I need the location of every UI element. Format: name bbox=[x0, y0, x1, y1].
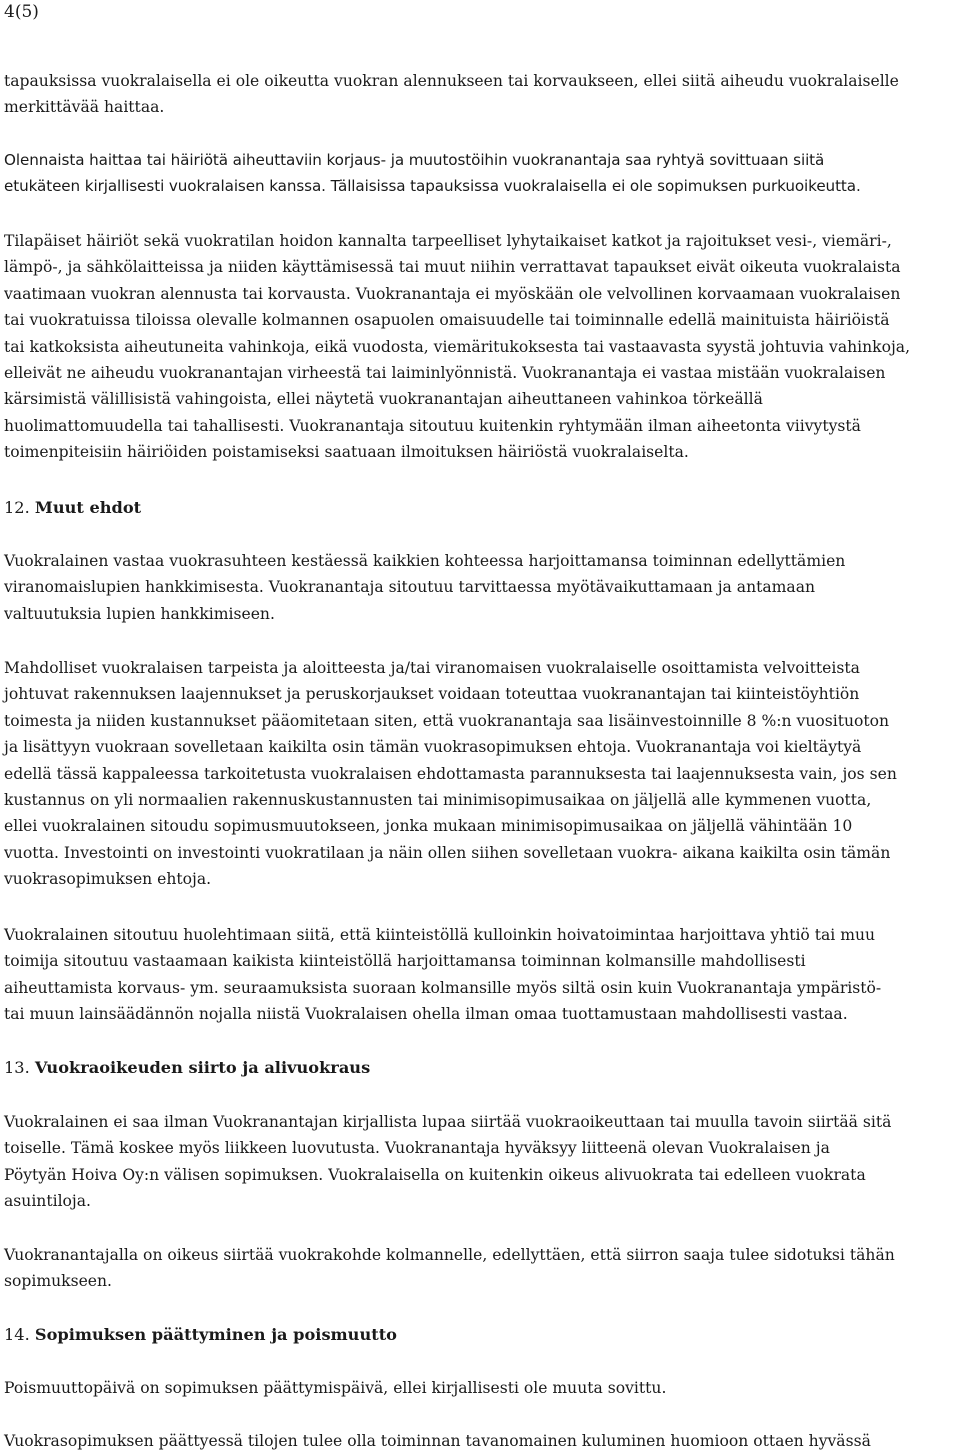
text-line: valtuutuksia lupien hankkimiseen. bbox=[4, 604, 275, 623]
section-heading-14 bbox=[4, 1322, 397, 1348]
text-line: Olennaista haittaa tai häiriötä aiheuttaviin korjaus- ja muutostöihin vuokranantaja saa ryhtyä sovittuaan siitä bbox=[4, 151, 825, 169]
text-line: kustannus on yli normaalien rakennuskustannusten tai minimisopimusaikaa on jäljellä alle kymmenen vuotta, bbox=[4, 790, 872, 809]
text-line: Vuokralainen vastaa vuokrasuhteen kestäessä kaikkien kohteessa harjoittamansa toiminnan edellyttämien bbox=[4, 552, 846, 570]
text-line: asuintiloja. bbox=[4, 1192, 92, 1211]
text-line: etukäteen kirjallisesti vuokralaisen kanssa. Tällaisissa tapauksissa vuokralaisella ei ole sopimuksen purkuoikeutta. bbox=[4, 177, 861, 196]
text-line: tapauksissa vuokralaisella ei ole oikeutta vuokran alennukseen tai korvaukseen, ellei siitä aiheudu vuokralaiselle bbox=[4, 72, 899, 90]
section-title: Muut ehdot bbox=[34, 498, 142, 517]
section-title: Sopimuksen päättyminen ja poismuutto bbox=[34, 1325, 397, 1344]
text-line: vaatimaan vuokran alennusta tai korvausta. Vuokranantaja ei myöskään ole velvollinen korvaamaan vuokralaisen bbox=[4, 284, 901, 303]
section-heading-12 bbox=[4, 495, 141, 521]
text-line: toiselle. Tämä koskee myös liikkeen luovutusta. Vuokranantaja hyväksyy liitteenä olevan Vuokralaisen ja bbox=[4, 1139, 830, 1158]
text-line: toimesta ja niiden kustannukset pääomitetaan siten, että vuokranantaja saa lisäinvestoinnille 8 %:n vuosituoton bbox=[4, 711, 890, 730]
paragraph-premises-condition bbox=[4, 1428, 959, 1454]
text-line: elleivät ne aiheudu vuokranantajan virheestä tai laiminlyönnistä. Vuokranantaja ei vastaa mistään vuokralaisen bbox=[4, 363, 886, 382]
text-line: sopimukseen. bbox=[4, 1272, 113, 1291]
text-line: edellä tässä kappaleessa tarkoitetusta vuokralaisen ehdottamasta parannuksesta tai laajennuksesta vain, jos sen bbox=[4, 764, 897, 783]
section-title: Vuokraoikeuden siirto ja alivuokraus bbox=[34, 1058, 371, 1077]
text-line: Vuokrasopimuksen päättyessä tilojen tulee olla toiminnan tavanomainen kuluminen huomioon ottaen hyvässä bbox=[4, 1432, 871, 1450]
text-line: ellei vuokralainen sitoudu sopimusmuutokseen, jonka mukaan minimisopimusaikaa on jäljellä vähintään 10 bbox=[4, 817, 853, 836]
paragraph-renovation-works bbox=[4, 147, 959, 200]
paragraph-rent-reduction-end bbox=[4, 68, 959, 121]
text-line: toimenpiteisiin häiriöiden poistamiseksi saatuaan ilmoituksen häiriöstä vuokralaiselta. bbox=[4, 443, 689, 462]
text-line: tai katkoksista aiheutuneita vahinkoja, eikä vuodosta, viemäritukoksesta tai vastaavasta syystä johtuvia vahinkoja, bbox=[4, 337, 911, 356]
section-number: 14. bbox=[4, 1325, 30, 1344]
text-line: johtuvat rakennuksen laajennukset ja peruskorjaukset voidaan toteuttaa vuokranantajan tai kiinteistöyhtiön bbox=[4, 685, 860, 704]
text-line: Poismuuttopäivä on sopimuksen päättymispäivä, ellei kirjallisesti ole muuta sovittu. bbox=[4, 1379, 667, 1397]
text-line: lämpö-, ja sähkölaitteissa ja niiden käyttämisessä tai muut niihin verrattavat tapaukset eivät oikeuta vuokralaista bbox=[4, 258, 901, 277]
text-line: huolimattomuudella tai tahallisesti. Vuokranantaja sitoutuu kuitenkin ryhtymään ilman aiheetonta viivytystä bbox=[4, 416, 861, 435]
paragraph-care-operator bbox=[4, 922, 959, 1028]
section-heading-13 bbox=[4, 1055, 370, 1081]
section-number: 13. bbox=[4, 1058, 30, 1077]
text-line: Vuokranantajalla on oikeus siirtää vuokrakohde kolmannelle, edellyttäen, että siirron saaja tulee sidotuksi tähän bbox=[4, 1246, 895, 1264]
text-line: vuokrasopimuksen ehtoja. bbox=[4, 870, 212, 889]
paragraph-landlord-transfer bbox=[4, 1242, 959, 1295]
text-line: vuotta. Investointi on investointi vuokratilaan ja näin ollen siihen sovelletaan vuokra- aikana kaikilta osin tämän bbox=[4, 843, 891, 862]
section-number: 12. bbox=[4, 498, 30, 517]
text-line: viranomaislupien hankkimisesta. Vuokranantaja sitoutuu tarvittaessa myötävaikuttamaan ja antamaan bbox=[4, 578, 816, 597]
page-number: 4(5) bbox=[4, 2, 39, 22]
text-line: toimija sitoutuu vastaamaan kaikista kiinteistöllä harjoittamansa toiminnan kolmansille mahdollisesti bbox=[4, 952, 806, 971]
text-line: Pöytyän Hoiva Oy:n välisen sopimuksen. Vuokralaisella on kuitenkin oikeus alivuokrata tai edelleen vuokrata bbox=[4, 1165, 866, 1184]
text-line: tai vuokratuissa tiloissa olevalle kolmannen osapuolen omaisuudelle tai toiminnalle edellä mainituista häiriöistä bbox=[4, 311, 890, 330]
text-line: aiheuttamista korvaus- ym. seuraamuksista suoraan kolmansille myös siltä osin kuin Vuokranantaja ympäristö- bbox=[4, 978, 882, 997]
text-line: Vuokralainen ei saa ilman Vuokranantajan kirjallista lupaa siirtää vuokraoikeuttaan tai muulla tavoin siirtää sitä bbox=[4, 1113, 892, 1131]
text-line: tai muun lainsäädännön nojalla niistä Vuokralaisen ohella ilman omaa tuottamustaan mahdollisesti vastaa. bbox=[4, 1005, 848, 1024]
paragraph-extensions bbox=[4, 655, 959, 893]
paragraph-moveout-date bbox=[4, 1375, 959, 1401]
text-line: Tilapäiset häiriöt sekä vuokratilan hoidon kannalta tarpeelliset lyhytaikaiset katkot ja rajoitukset vesi-, viemäri-, bbox=[4, 232, 892, 250]
paragraph-permits bbox=[4, 548, 959, 627]
text-line: kärsimistä välillisistä vahingoista, ellei näytetä vuokranantajan aiheuttaneen vahinkoa törkeällä bbox=[4, 390, 763, 409]
text-line: ja lisättyyn vuokraan sovelletaan kaikilta osin tämän vuokrasopimuksen ehtoja. Vuokranantaja voi kieltäytyä bbox=[4, 738, 862, 757]
paragraph-temporary-disruptions bbox=[4, 228, 959, 466]
text-line: merkittävää haittaa. bbox=[4, 98, 165, 117]
paragraph-lease-transfer bbox=[4, 1109, 959, 1215]
text-line: Vuokralainen sitoutuu huolehtimaan siitä, että kiinteistöllä kulloinkin hoivatoimintaa harjoittava yhtiö tai muu bbox=[4, 926, 876, 944]
text-line: Mahdolliset vuokralaisen tarpeista ja aloitteesta ja/tai viranomaisen vuokralaiselle osoittamista velvoitteista bbox=[4, 659, 860, 677]
